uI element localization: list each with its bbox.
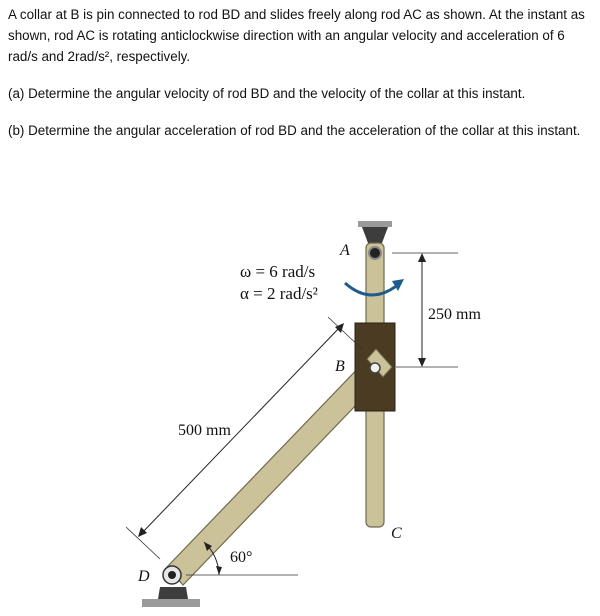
angle-arrow-bottom xyxy=(216,566,222,575)
label-b: B xyxy=(335,358,345,375)
omega-label: ω = 6 rad/s xyxy=(240,262,316,281)
dim-250-arrow-bottom xyxy=(418,358,426,367)
support-a-bracket xyxy=(362,227,388,243)
problem-part-a: (a) Determine the angular velocity of rod BD and the velocity of the collar at this instant. xyxy=(8,86,526,101)
angle-label: 60° xyxy=(230,549,253,566)
pin-a xyxy=(369,247,381,259)
problem-statement xyxy=(8,4,594,141)
dimension-500 xyxy=(126,317,362,559)
pin-d xyxy=(168,571,176,579)
support-d-bracket xyxy=(158,587,188,599)
pin-b xyxy=(370,363,380,373)
dim-250-label: 250 mm xyxy=(428,306,481,323)
alpha-label: α = 2 rad/s² xyxy=(240,284,318,303)
dimension-250 xyxy=(392,253,498,367)
support-d xyxy=(142,587,200,607)
problem-intro: A collar at B is pin connected to rod BD and slides freely along rod AC as shown. At the instant as shown, rod AC is rotating anticlockwise direction with an angular velocity and acceleration of 6 rad/s and 2rad/s², respectively. xyxy=(8,7,585,64)
support-d-base xyxy=(142,599,200,607)
support-a xyxy=(358,221,392,243)
label-a: A xyxy=(340,242,350,259)
support-a-plate xyxy=(358,221,392,227)
rod-bd xyxy=(167,359,383,585)
dim-500-label: 500 mm xyxy=(178,422,231,439)
label-d: D xyxy=(138,568,150,585)
label-c: C xyxy=(391,525,402,542)
problem-part-b: (b) Determine the angular acceleration of rod BD and the acceleration of the collar at this instant. xyxy=(8,123,581,138)
mechanism-figure xyxy=(0,195,600,616)
dim-250-arrow-top xyxy=(418,253,426,262)
